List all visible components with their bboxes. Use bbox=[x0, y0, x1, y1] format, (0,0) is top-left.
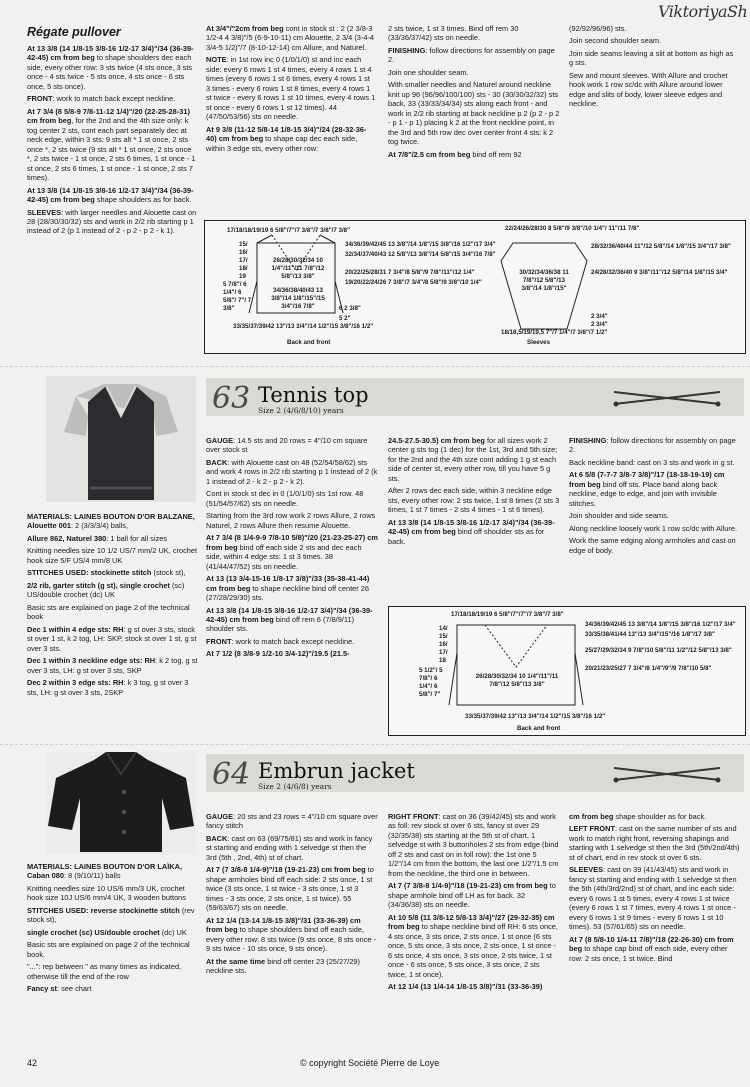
paragraph bbox=[388, 518, 560, 546]
paragraph-lead: GAUGE bbox=[206, 812, 234, 821]
regate-caption-sleeves: Sleeves bbox=[527, 339, 551, 346]
paragraph-lead: Dec 2 within 3 edge sts: RH bbox=[27, 678, 124, 688]
paragraph bbox=[569, 511, 741, 520]
regate-column-4 bbox=[569, 24, 739, 112]
paragraph-lead: At 9 3/8 (11-12 5/8-14 1/8-15 3/4)"/24 (28-32-36-40) cm from beg bbox=[206, 124, 367, 144]
tennis-column-1 bbox=[27, 512, 199, 700]
regate-label-15: 2 3/4" bbox=[591, 321, 608, 328]
paragraph-text: : k 2 tog, g st over 3 sts, LH: g st over 3 sts, SKP bbox=[27, 656, 198, 675]
regate-column-2 bbox=[206, 24, 376, 156]
paragraph-text: : cast on 63 (69/75/81) sts and work in fancy st starting and ending with 1 selvedge st then the 3rd (5th , 2nd, 4th) st of chart. bbox=[206, 833, 373, 862]
tennis-column-4 bbox=[569, 436, 741, 558]
tennis-title: Tennis top bbox=[258, 383, 369, 407]
embrun-column-4 bbox=[569, 812, 741, 966]
paragraph bbox=[206, 511, 378, 530]
paragraph-lead: At 13 3/8 (14 1/8-15 3/8-16 1/2-17 3/4)"/34 (36-39-42-45) cm from beg bbox=[206, 605, 373, 624]
paragraph-lead: At 7 (7 3/8-8 1/4-9)"/18 (19-21-23) cm from beg bbox=[388, 881, 548, 891]
tennis-label-1: 34/36/39/42/45 13 3/8"/14 1/8"/15 3/8"/16 1/2"/17 3/4" bbox=[585, 621, 736, 628]
paragraph bbox=[388, 982, 560, 991]
paragraph-text: to shape cap dec each side, within 3 edge sts, every other row: bbox=[206, 134, 358, 153]
paragraph-text: bind off each side 2 sts and dec each side, within 4 edge sts: 1 st 3 times. 38 (41/44/47/52) sts on needle. bbox=[206, 542, 362, 571]
paragraph-text: (dc) UK bbox=[159, 927, 187, 937]
paragraph bbox=[569, 812, 741, 821]
paragraph-text: to shape armhole bind off LH as for back. 32 (34/36/38) sts on needle. bbox=[388, 881, 556, 910]
paragraph-lead: At 6 5/8 (7-7-7 3/8-7 3/8)"/17 (18-18-19-19) cm from beg bbox=[569, 470, 725, 489]
paragraph-text: After 2 rows dec each side, within 3 neckline edge sts, every other row: 2 sts twice, 1 st 8 times (2 sts 3 times, 1 st 7 times - 2 sts 4 times - 1 st 6 times). bbox=[388, 486, 560, 515]
paragraph bbox=[27, 208, 197, 236]
paragraph-text: (sc) US/double crochet (dc) UK bbox=[27, 580, 185, 600]
paragraph-text: : follow directions for assembly on page 2. bbox=[569, 436, 736, 455]
paragraph bbox=[206, 574, 378, 602]
tennis-label-7: 5 1/2"/ 5 7/8"/ 6 1/4"/ 6 5/8"/ 7" bbox=[419, 667, 443, 698]
copyright: © copyright Société Pierre de Loye bbox=[300, 1058, 440, 1068]
knitting-needles-icon bbox=[608, 754, 728, 792]
regate-label-8: 34/36/38/40/43 13 3/8"/14 1/8"/15"/15 3/4"/16 7/8" bbox=[271, 287, 325, 310]
paragraph-lead: At 13 (13 3/4-15-16 1/8-17 3/8)"/33 (35-38-41-44) cm from beg bbox=[206, 574, 370, 593]
paragraph bbox=[206, 533, 378, 571]
paragraph-lead: BACK bbox=[206, 833, 228, 843]
paragraph-text: Sew and mount sleeves. With Allure and crochet hook work 1 row sc/dc with Allure around lower edge and slits of body, lower sleeve edges and neckline. bbox=[569, 70, 728, 109]
paragraph bbox=[388, 46, 560, 65]
paragraph-lead: At 7/8"/2.5 cm from beg bbox=[388, 149, 471, 159]
regate-title: Régate pullover bbox=[27, 25, 121, 39]
paragraph-text: : in 1st row inc 0 (1/0/1/0) st and inc each side: every 6 rows 1 st 4 times, every 4 rows 1 st 4 times (every 6 rows 1 st 6 times, every 4 rows 1 st 3 times - every 6 rows 1 st 8 times, every 4 rows 1 st twice - every 6 rows 1 st 10 times, every 4 rows 1 st once - every 6 rows 1 st 12 times). 44 (47/50/53/56) sts on needle. bbox=[206, 55, 376, 122]
paragraph-lead: At 13 3/8 (14 1/8-15 3/8-16 1/2-17 3/4)"/34 (36-39-42-45) cm from beg bbox=[27, 44, 194, 63]
paragraph-text: : 1 ball for all sizes bbox=[106, 533, 168, 543]
paragraph-text: : with Alouette cast on 48 (52/54/58/62) sts and work 4 rows in 2/2 rib starting p 1 instead of 2 (k 1 instead of 2 - k 2 - p 2 - k 2). bbox=[206, 457, 378, 486]
tennis-caption: Back and front bbox=[517, 725, 561, 732]
paragraph bbox=[206, 24, 376, 52]
paragraph bbox=[569, 524, 741, 533]
tennis-title-band bbox=[206, 378, 744, 416]
paragraph bbox=[388, 812, 560, 878]
embrun-column-3 bbox=[388, 812, 560, 994]
paragraph-text: (stock st), bbox=[151, 568, 186, 578]
embrun-size: Size 2 (4/6/8) years bbox=[258, 782, 332, 791]
embrun-column-2 bbox=[206, 812, 378, 979]
tennis-schematic bbox=[388, 606, 746, 736]
paragraph bbox=[27, 678, 199, 697]
paragraph bbox=[206, 812, 378, 831]
paragraph-text: Starting from the 3rd row work 2 rows Allure, 2 rows Naturel, 2 rows Allure then resume Alouette. bbox=[206, 511, 376, 530]
regate-label-1: 34/36/39/42/45 13 3/8"/14 1/8"/15 3/8"/16 1/2"/17 3/4" bbox=[345, 241, 496, 248]
paragraph-lead: Allure 862, Naturel 380 bbox=[27, 533, 107, 543]
embrun-title-band bbox=[206, 754, 744, 792]
paragraph-text: , for the 2nd and the 4th size only: k tog center 2 sts, cont each part separately dec at neck edge, within 3 sts: 9 sts alt * 1 st once, 2 sts once *, 2 sts twice (9 sts alt * 1 st once, 2 sts once *, 2 sts twice - 1 st once, 2 sts 6 times, 1 st once - 1 st once, 2 sts 6 times, 1 st once - 1 st once, 2 sts 7 times). bbox=[27, 116, 196, 183]
paragraph-lead: At 7 (8 5/8-10 1/4-11 7/8)"/18 (22-26-30) cm from beg bbox=[569, 934, 734, 954]
regate-label-2: 32/34/37/40/43 12 5/8"/13 3/8"/14 5/8"/15 3/4"/16 7/8" bbox=[345, 251, 496, 258]
paragraph bbox=[569, 470, 741, 508]
tennis-size: Size 2 (4/6/8/10) years bbox=[258, 406, 344, 415]
paragraph bbox=[27, 512, 199, 531]
paragraph-lead: GAUGE bbox=[206, 436, 234, 445]
paragraph bbox=[27, 107, 197, 183]
paragraph-lead: STITCHES USED: reverse stockinette stitch bbox=[27, 905, 180, 915]
tennis-label-2: 33/35/38/41/44 13"/13 3/4"/15"/16 1/8"/17 3/8" bbox=[585, 631, 715, 638]
paragraph-lead: FINISHING bbox=[569, 436, 607, 445]
paragraph-lead: 2/2 rib, garter stitch (g st), single crochet bbox=[27, 580, 170, 590]
paragraph-text: : work to match back except neckline. bbox=[52, 94, 176, 104]
paragraph bbox=[569, 24, 739, 33]
paragraph-lead: FRONT bbox=[27, 94, 53, 104]
paragraph-text: : cast on 39 (41/43/45) sts and work in fancy st starting and ending with 1 selvedge st then the 5th (4th/3rd/2nd) st of chart, and inc each side: every 6 rows 1 st 5 times, every 4 rows 1 st twice (every 6 rows 1 st 7 times, every 4 rows 1 st once - every 6 rows 1 st 9 times - every 6 rows 1 st 10 times). 53 (57/61/65) sts on needle. bbox=[569, 865, 737, 932]
regate-label-3: 20/22/25/28/31 7 3/4"/8 5/8"/9 7/8"/11"/12 1/4" bbox=[345, 269, 475, 276]
paragraph-text: Knitting needles size 10 US/6 mm/3 UK, crochet hook size 10J US/6 mm/4 UK, 3 wooden buttons bbox=[27, 883, 186, 903]
paragraph-text: : 2 (3/3/3/4) balls, bbox=[70, 521, 129, 531]
paragraph bbox=[206, 458, 378, 486]
tennis-label-3: 25/27/29/32/34 9 7/8"/10 5/8"/11 1/2"/12 5/8"/13 3/8" bbox=[585, 647, 732, 654]
paragraph-text: Cont in stock st dec in 0 (1/0/1/0) sts 1st row. 48 (51/54/57/62) sts on needle. bbox=[206, 489, 364, 508]
paragraph bbox=[206, 649, 378, 658]
paragraph bbox=[569, 935, 741, 963]
paragraph bbox=[388, 24, 560, 43]
regate-top-right: 22/24/26/28/30 8 5/8"/9 3/8"/10 1/4"/ 11"/11 7/8" bbox=[505, 225, 640, 232]
paragraph-text: Knitting needles size 10 1/2 US/7 mm/2 UK, crochet hook size 5/F US/4 mm/8 UK bbox=[27, 546, 198, 565]
paragraph bbox=[569, 536, 741, 555]
section-divider bbox=[0, 366, 750, 367]
paragraph-lead: At 13 3/8 (14 1/8-15 3/8-16 1/2-17 3/4)"/34 (36-39-42-45) cm from beg bbox=[388, 517, 555, 537]
paragraph bbox=[388, 150, 560, 159]
paragraph-text: bind off rem 92 bbox=[470, 149, 522, 159]
paragraph-text: : 8 (9/10/11) balls bbox=[63, 871, 121, 881]
paragraph-lead: At 12 1/4 (13-14 1/8-15 3/8)"/31 (33-36-39) cm from beg bbox=[206, 915, 361, 935]
paragraph bbox=[27, 44, 197, 91]
paragraph-lead: MATERIALS: LAINES BOUTON D'OR BALZANE, Alouette 001 bbox=[27, 512, 195, 531]
paragraph-text: (92/92/96/96) sts. bbox=[569, 24, 627, 33]
paragraph bbox=[27, 186, 197, 205]
paragraph-lead: Dec 1 within 4 edge sts: RH bbox=[27, 624, 124, 634]
regate-column-1 bbox=[27, 24, 197, 239]
paragraph-lead: NOTE bbox=[206, 55, 227, 65]
paragraph bbox=[569, 458, 741, 467]
paragraph-text: Join side seams leaving a slit at bottom as high as g sts. bbox=[569, 48, 734, 68]
paragraph-text: to shape shoulders bind off each side, every other row: 8 sts twice (9 sts once, 8 sts once - 9 sts twice - 10 sts once, 9 sts once). bbox=[206, 925, 377, 954]
paragraph bbox=[27, 862, 199, 881]
paragraph-text: to shape neckline bind off RH: 6 sts once, 4 sts once, 3 sts once, 2 sts once, 1 st once (6 sts once, 5 sts once, 3 sts once, 2 sts once, 1 st once - 6 sts once, 4 sts once, 3 sts once, 2 sts twice, 1 st once - 6 sts once, 5 sts once, 3 sts once, 2 sts twice, 1 st once). bbox=[388, 922, 558, 979]
paragraph-text: for all sizes work 2 center g sts tog (1 dec) for the 1st, 3rd and 5th size; for the 2nd and the 4th size cont adding 1 g st each side of center st, every other row, till you have 5 g sts. bbox=[388, 436, 558, 483]
regate-schematic bbox=[204, 220, 746, 354]
paragraph bbox=[569, 71, 739, 109]
paragraph bbox=[388, 80, 560, 146]
regate-label-12: 6 2 3/8" bbox=[339, 305, 361, 312]
paragraph-lead: At 12 1/4 (13 1/4-14 1/8-15 3/8)"/31 (33-36-39) bbox=[388, 981, 543, 991]
paragraph-text: Join one shoulder seam. bbox=[388, 67, 469, 77]
paragraph-text: : see chart bbox=[57, 984, 92, 994]
paragraph bbox=[27, 962, 199, 981]
paragraph bbox=[206, 125, 376, 153]
embrun-number: 64 bbox=[212, 757, 251, 792]
knitting-needles-icon bbox=[608, 378, 728, 416]
paragraph-lead: SLEEVES bbox=[569, 865, 604, 875]
tennis-top-photo bbox=[46, 376, 196, 502]
paragraph-lead: SLEEVES bbox=[27, 207, 62, 217]
paragraph-lead: At 7 (7 3/8-8 1/4-9)"/18 (19-21-23) cm from beg bbox=[206, 865, 366, 875]
paragraph bbox=[388, 436, 560, 483]
paragraph-lead: STITCHES USED: stockinette stitch bbox=[27, 568, 152, 578]
tennis-bottom-measure: 33/35/37/39/42 13"/13 3/4"/14 1/2"/15 3/8"/16 1/2" bbox=[465, 713, 606, 720]
regate-column-3 bbox=[388, 24, 560, 162]
paragraph-lead: cm from beg bbox=[569, 812, 614, 821]
paragraph-text: "...": rep between " as many times as indicated, otherwise till the end of the row bbox=[27, 962, 182, 981]
paragraph bbox=[388, 913, 560, 979]
paragraph bbox=[206, 916, 378, 954]
paragraph-lead: At 7 1/2 (8 3/8-9 1/2-10 3/4-12)"/19.5 (21.5- bbox=[206, 649, 350, 659]
paragraph bbox=[569, 36, 739, 45]
paragraph-text: Along neckline loosely work 1 row sc/dc with Allure. bbox=[569, 523, 738, 533]
regate-label-11: 5 7/8"/ 6 1/4"/ 6 5/8"/ 7"/ 7 3/8" bbox=[223, 281, 252, 312]
paragraph bbox=[569, 436, 741, 455]
paragraph bbox=[27, 656, 199, 675]
tennis-column-3 bbox=[388, 436, 560, 549]
regate-label-4: 19/20/22/24/26 7 3/8"/7 3/4"/8 5/8"/9 3/8"/10 1/4" bbox=[345, 279, 482, 286]
paragraph-text: shape shoulders as for back. bbox=[94, 195, 192, 205]
paragraph bbox=[27, 94, 197, 103]
paragraph bbox=[27, 534, 199, 543]
regate-label-14: 5 2" bbox=[339, 315, 351, 322]
paragraph-text: : follow directions for assembly on page 2. bbox=[388, 45, 555, 65]
paragraph bbox=[569, 865, 741, 931]
paragraph-text: Join second shoulder seam. bbox=[569, 36, 662, 46]
paragraph-text: With smaller needles and Naturel around neckline knit up 96 (96/96/100/100) sts - 30 (30/30/32/32) sts back, 33 (33/33/34/34) sts along each front - and work in 2/2 rib starting at back neckline p 2 (p 2 - p 2 - p 1 - p 1) placing k 2 at the front neckline point, in the 3rd and 5th row dec over center front 4 sts: k 2 tog twice. bbox=[388, 80, 560, 147]
paragraph-text: cont in stock st : 2 (2 3/8-3 1/2-4 4 3/8)"/5 (6-9-10-11) cm Alouette, 2 3/4 (3-4-4 3/4-5 1/2)"/7 (8-10-12-14) cm Allure, and Naturel. bbox=[206, 24, 375, 52]
paragraph-lead: BACK bbox=[206, 457, 228, 467]
regate-top-left: 17/18/18/19/19 6 5/8"/7"/7 3/8"/7 3/8"/7 3/8" bbox=[227, 227, 351, 234]
paragraph bbox=[388, 68, 560, 77]
embrun-jacket-illustration bbox=[46, 752, 196, 854]
paragraph bbox=[206, 489, 378, 508]
paragraph-lead: Dec 1 within 3 neckline edge sts: RH bbox=[27, 656, 156, 666]
paragraph-text: Basic sts are explained on page 2 of the technical book bbox=[27, 602, 190, 622]
paragraph-lead: At 7 3/4 (8 1/4-9-9 7/8-10 5/8)"/20 (21-23-25-27) cm from beg bbox=[206, 533, 378, 552]
tennis-top-measure: 17/18/18/19/19 6 5/8"/7"/7"/7 3/8"/7 3/8" bbox=[451, 611, 564, 618]
paragraph-lead: LEFT FRONT bbox=[569, 824, 615, 834]
paragraph-text: bind off center 23 (25/27/29) neckline sts. bbox=[206, 956, 360, 976]
paragraph-text: bind off rem 6 (7/8/9/11) shoulder sts. bbox=[206, 614, 355, 634]
tennis-column-2 bbox=[206, 436, 378, 662]
paragraph bbox=[569, 49, 739, 68]
paragraph-lead: At the same time bbox=[206, 956, 266, 966]
regate-bottom-right: 18/18,5/19/19,5 7"/7 1/4"/7 3/8"/7 1/2" bbox=[501, 329, 608, 336]
regate-bottom-left: 33/35/37/39/42 13"/13 3/4"/14 1/2"/15 3/8"/16 1/2" bbox=[233, 323, 374, 330]
embrun-title: Embrun jacket bbox=[258, 759, 415, 783]
paragraph-lead: 24.5-27.5-30.5) cm from beg bbox=[388, 436, 485, 445]
paragraph-text: to shape shoulders dec each side, every other row: 3 sts twice (4 sts once, 3 sts once - 4 sts twice - 5 sts once, 4 sts once - 6 sts once, 5 sts once). bbox=[27, 53, 193, 91]
paragraph bbox=[206, 606, 378, 634]
paragraph-text: to shape neckline bind off center 26 (27/28/29/30) sts. bbox=[206, 583, 369, 603]
paragraph bbox=[27, 603, 199, 622]
paragraph-text: : with larger needles and Alouette cast on 28 (28/30/30/32) sts and work in 2/2 rib starting p 1 instead of 2 (p 1 instead of 2 - p 2 - p 2 - k 1). bbox=[27, 207, 197, 236]
paragraph-lead: MATERIALS: LAINES BOUTON D'OR LAÏKA, Caban 080 bbox=[27, 862, 183, 881]
paragraph bbox=[27, 940, 199, 959]
paragraph-text: : cast on the same number of sts and work to match right front, reversing shapings and starting with 1 selvedge st then the 3rd (5th/2nd/4th) st of chart, end in rev stock st over 6 sts. bbox=[569, 824, 740, 862]
signature: ViktoriyaSh bbox=[658, 2, 748, 21]
paragraph bbox=[27, 581, 199, 600]
tennis-label-5: 26/28/30/32/34 10 1/4"/11"/11 7/8"/12 5/8"/13 3/8" bbox=[475, 673, 559, 688]
paragraph-lead: At 3/4"/"2cm from beg bbox=[206, 24, 284, 33]
paragraph-lead: Fancy st bbox=[27, 984, 57, 994]
paragraph-text: bind off shoulder sts as for back. bbox=[388, 527, 545, 546]
paragraph bbox=[388, 486, 560, 514]
paragraph bbox=[27, 625, 199, 653]
paragraph bbox=[27, 906, 199, 925]
paragraph bbox=[569, 824, 741, 862]
paragraph-text: Back neckline band: cast on 3 sts and work in g st. bbox=[569, 457, 735, 467]
paragraph bbox=[388, 881, 560, 909]
paragraph-lead: FRONT bbox=[206, 636, 232, 646]
paragraph bbox=[206, 436, 378, 455]
paragraph-text: : 20 sts and 23 rows = 4"/10 cm square over fancy stitch bbox=[206, 812, 378, 831]
paragraph-text: Work the same edging along armholes and cast on edge of body. bbox=[569, 536, 736, 555]
paragraph bbox=[206, 957, 378, 976]
paragraph bbox=[206, 865, 378, 912]
paragraph-text: to shape armholes bind off each side: 2 sts once, 1 st twice (3 sts once, 1 st twice - 3 sts once, 1 st 3 times - 3 sts once, 2 sts once, 1 st twice). 55 (59/63/67) sts on needle. bbox=[206, 865, 374, 913]
paragraph-text: : cast on 36 (39/42/45) sts and work as foll: rev stock st over 6 sts, fancy st over 29 (32/35/38) sts starting at the 5th st of chart, 1 selvedge st with 3 buttonholes 2 sts from edge (bind off 2 sts and cast on in foll row): the 1st one 5 1/2"/14 cm from the bottom, the last one 1/2"/1.5 cm from the neckline, the third one in between. bbox=[388, 812, 559, 878]
embrun-jacket-photo bbox=[46, 752, 196, 854]
paragraph-lead: RIGHT FRONT bbox=[388, 812, 439, 821]
paragraph-lead: single crochet (sc) US/double crochet bbox=[27, 927, 160, 937]
regate-label-5: 28/32/36/40/44 11"/12 5/8"/14 1/8"/15 3/4"/17 3/8" bbox=[591, 243, 731, 250]
page-number: 42 bbox=[27, 1058, 38, 1068]
section-divider-2 bbox=[0, 744, 750, 745]
paragraph bbox=[27, 984, 199, 993]
paragraph bbox=[27, 568, 199, 577]
paragraph-text: to shape cap bind off each side, every other row: 2 sts once, 1 st twice. Bind bbox=[569, 944, 728, 963]
paragraph-text: : work to match back except neckline. bbox=[231, 636, 355, 646]
paragraph-lead: FINISHING bbox=[388, 45, 426, 55]
regate-label-6: 24/28/32/36/40 9 3/8"/11"/12 5/8"/14 1/8"/15 3/4" bbox=[591, 269, 728, 276]
paragraph-text: : k 3 tog, g st over 3 sts, LH: g st over 3 sts, 2SKP bbox=[27, 678, 189, 697]
paragraph-text: Basic sts are explained on page 2 of the technical book. bbox=[27, 940, 190, 959]
regate-caption-back-front: Back and front bbox=[287, 339, 331, 346]
regate-label-9: 30/32/34/36/38 11 7/8"/12 5/8"/13 3/8"/14 1/8"/15" bbox=[519, 269, 569, 292]
tennis-label-4: 20/21/23/25/27 7 3/4"/8 1/4"/9"/9 7/8"/10 5/8" bbox=[585, 665, 712, 672]
regate-label-13: 2 3/4" bbox=[591, 313, 608, 320]
paragraph-lead: At 10 5/8 (11 3/8-12 5/8-13 3/4)"/27 (29-32-35) cm from beg bbox=[388, 912, 555, 932]
paragraph bbox=[206, 834, 378, 862]
regate-label-7: 26/28/30/32/34 10 1/4"/11"/11 7/8"/12 5/8"/13 3/8" bbox=[271, 257, 325, 280]
paragraph bbox=[206, 55, 376, 121]
paragraph-text: (rev stock st), bbox=[27, 905, 195, 925]
paragraph-text: 2 sts twice, 1 st 3 times. Bind off rem 30 (33/36/37/42) sts on needle. bbox=[388, 24, 519, 43]
embrun-column-1 bbox=[27, 862, 199, 997]
paragraph-lead: At 13 3/8 (14 1/8-15 3/8-16 1/2-17 3/4)"/34 (36-39-42-45) cm from beg bbox=[27, 185, 194, 205]
tennis-label-6: 14/ 15/ 16/ 17/ 18 bbox=[439, 625, 448, 664]
tennis-top-illustration bbox=[46, 376, 196, 502]
paragraph-text: shape shoulder as for back. bbox=[613, 812, 707, 821]
paragraph bbox=[206, 637, 378, 646]
paragraph-text: bind off sts. Place band along back neckline, edge to edge, and join with invisible stitches. bbox=[569, 479, 718, 508]
paragraph-lead: At 7 3/4 (8 5/8-9 7/8-11-12 1/4)"/20 (22-25-28-31) cm from beg bbox=[27, 106, 190, 126]
tennis-number: 63 bbox=[212, 381, 251, 416]
paragraph bbox=[27, 546, 199, 565]
regate-label-10: 15/ 16/ 17/ 18/ 19 bbox=[239, 241, 248, 280]
paragraph bbox=[27, 884, 199, 903]
paragraph-text: Join shoulder and side seams. bbox=[569, 511, 669, 521]
paragraph-text: : 14.5 sts and 20 rows = 4"/10 cm square over stock st bbox=[206, 436, 368, 455]
paragraph bbox=[27, 928, 199, 937]
paragraph-text: : g st over 3 sts, stock st over 1 st, k 2 tog, LH: SKP, stock st over 1 st, g st over 3 sts. bbox=[27, 624, 197, 653]
